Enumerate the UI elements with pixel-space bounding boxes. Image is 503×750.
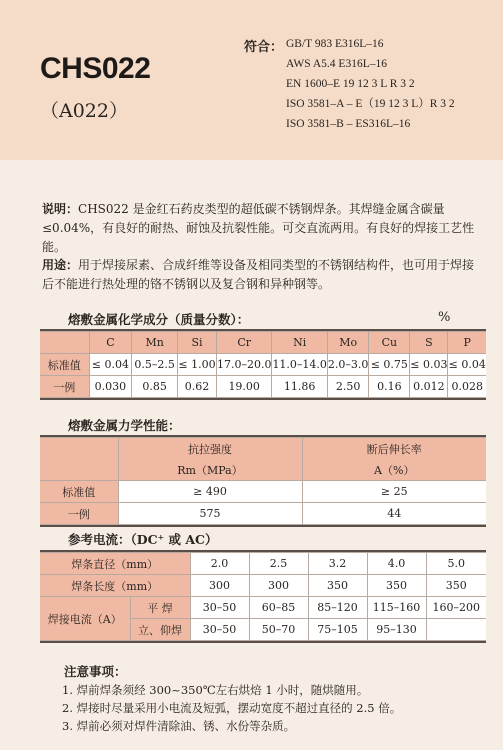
table-row: [40, 553, 486, 575]
elongation-header: 断后伸长率: [302, 438, 486, 460]
table-cell: 75–105: [308, 619, 367, 641]
chemistry-header-cell: C: [89, 332, 132, 354]
table-cell: ≥ 490: [118, 481, 302, 503]
description-label: 说明：: [42, 202, 79, 216]
chemistry-unit: %: [438, 310, 451, 325]
table-cell: 95–130: [367, 619, 426, 641]
table-cell: 11.86: [272, 376, 327, 398]
table-cell: 19.00: [216, 376, 271, 398]
mechanical-table-wrap: [40, 435, 486, 527]
mechanical-header-row: [40, 438, 486, 460]
table-cell: 0.62: [178, 376, 217, 398]
table-cell: 115–160: [367, 597, 426, 619]
chemistry-header-row: [40, 332, 486, 354]
standard-item: ISO 3581–B – ES316L–16: [286, 118, 411, 130]
length-label: 焊条长度（mm）: [40, 575, 190, 597]
table-cell: 575: [118, 503, 302, 525]
chemistry-header-cell: Cu: [369, 332, 410, 354]
current-table-wrap: [40, 550, 486, 643]
table-cell: 300: [249, 575, 308, 597]
description-paragraph: [42, 200, 482, 257]
table-cell: 3.2: [308, 553, 367, 575]
tensile-header: 抗拉强度: [118, 438, 302, 460]
mechanical-title: 熔敷金属力学性能：: [68, 418, 181, 433]
product-alt-code: （A022）: [40, 100, 128, 122]
standard-item: ISO 3581–A – E（19 12 3 L）R 3 2: [286, 98, 455, 110]
chemistry-header-cell: S: [410, 332, 448, 354]
notes-list: [62, 681, 401, 735]
table-cell: ≤ 0.75: [369, 354, 410, 376]
chemistry-header-cell: Mo: [327, 332, 369, 354]
standards-list: [286, 36, 455, 136]
table-cell: 11.0–14.0: [272, 354, 327, 376]
table-cell: 2.5: [249, 553, 308, 575]
current-label: 焊接电流（A）: [40, 597, 130, 641]
product-code: CHS022: [40, 52, 151, 85]
table-row: [40, 481, 486, 503]
table-cell: 2.50: [327, 376, 369, 398]
standard-item: GB/T 983 E316L–16: [286, 38, 384, 50]
table-row: [40, 354, 486, 376]
table-cell: 350: [367, 575, 426, 597]
table-cell: 0.030: [89, 376, 132, 398]
table-cell: 2.0: [190, 553, 249, 575]
table-cell: [426, 619, 486, 641]
table-row: [40, 597, 486, 619]
current-title: 参考电流：（DC⁺ 或 AC）: [68, 532, 218, 547]
chemistry-header-cell: Ni: [272, 332, 327, 354]
table-cell: ≤ 1.00: [178, 354, 217, 376]
table-cell: 4.0: [367, 553, 426, 575]
table-cell: 5.0: [426, 553, 486, 575]
row-label: 标准值: [40, 481, 118, 503]
usage-label: 用途：: [42, 258, 79, 272]
note-item: 2. 焊接时尽量采用小电流及短弧，摆动宽度不超过直径的 2.5 倍。: [62, 701, 402, 715]
table-cell: 44: [302, 503, 486, 525]
elongation-unit: A（%）: [302, 459, 486, 481]
standards-label: 符合：: [244, 40, 284, 55]
chemistry-table: [40, 331, 486, 398]
current-table: [40, 552, 486, 641]
table-row: [40, 503, 486, 525]
tensile-unit: Rm（MPa）: [118, 459, 302, 481]
mechanical-table: [40, 437, 486, 525]
usage-text: 用于焊接尿素、合成纤维等设备及相同类型的不锈钢结构件，也可用于焊接后不能进行热处理的铬不锈钢以及复合钢和异种钢等。: [42, 258, 475, 291]
chemistry-header-cell: Mn: [132, 332, 178, 354]
chemistry-header-cell: Cr: [216, 332, 271, 354]
chemistry-title: 熔敷金属化学成分（质量分数）：: [68, 312, 250, 327]
description-text: CHS022 是金红石药皮类型的超低碳不锈钢焊条。其焊缝金属含碳量≤0.04%，有良好的耐热、耐蚀及抗裂性能。可交直流两用。有良好的焊接工艺性能。: [42, 202, 475, 254]
table-cell: 30–50: [190, 619, 249, 641]
table-cell: 30–50: [190, 597, 249, 619]
table-cell: 300: [190, 575, 249, 597]
table-cell: 0.012: [410, 376, 448, 398]
table-cell: 350: [308, 575, 367, 597]
usage-paragraph: [42, 256, 482, 294]
note-item: 1. 焊前焊条须经 300~350℃左右烘焙 1 小时，随烘随用。: [62, 683, 369, 697]
mechanical-corner-cell: [40, 438, 118, 481]
table-cell: ≥ 25: [302, 481, 486, 503]
table-cell: ≤ 0.03: [410, 354, 448, 376]
vertical-label: 立、仰焊: [130, 619, 190, 641]
table-cell: 50–70: [249, 619, 308, 641]
table-cell: 60–85: [249, 597, 308, 619]
table-cell: 350: [426, 575, 486, 597]
notes-title: 注意事项：: [64, 664, 127, 679]
row-label: 一例: [40, 503, 118, 525]
note-item: 3. 焊前必须对焊件清除油、锈、水份等杂质。: [62, 719, 296, 733]
chemistry-header-cell: P: [448, 332, 486, 354]
flat-label: 平 焊: [130, 597, 190, 619]
standard-item: EN 1600–E 19 12 3 L R 3 2: [286, 78, 415, 90]
table-cell: 0.5–2.5: [132, 354, 178, 376]
table-cell: 17.0–20.0: [216, 354, 271, 376]
table-cell: 160–200: [426, 597, 486, 619]
table-row: [40, 376, 486, 398]
table-cell: 0.16: [369, 376, 410, 398]
row-label: 标准值: [40, 354, 89, 376]
standard-item: AWS A5.4 E316L–16: [286, 58, 387, 70]
table-cell: 2.0–3.0: [327, 354, 369, 376]
row-label: 一例: [40, 376, 89, 398]
header-band: [0, 0, 503, 160]
table-cell: ≤ 0.04: [89, 354, 132, 376]
table-cell: 0.028: [448, 376, 486, 398]
chemistry-table-wrap: [40, 329, 486, 400]
table-cell: 0.85: [132, 376, 178, 398]
chemistry-header-cell: Si: [178, 332, 217, 354]
diameter-label: 焊条直径（mm）: [40, 553, 190, 575]
table-cell: ≤ 0.04: [448, 354, 486, 376]
table-row: [40, 575, 486, 597]
table-cell: 85–120: [308, 597, 367, 619]
chemistry-header-cell: [40, 332, 89, 354]
